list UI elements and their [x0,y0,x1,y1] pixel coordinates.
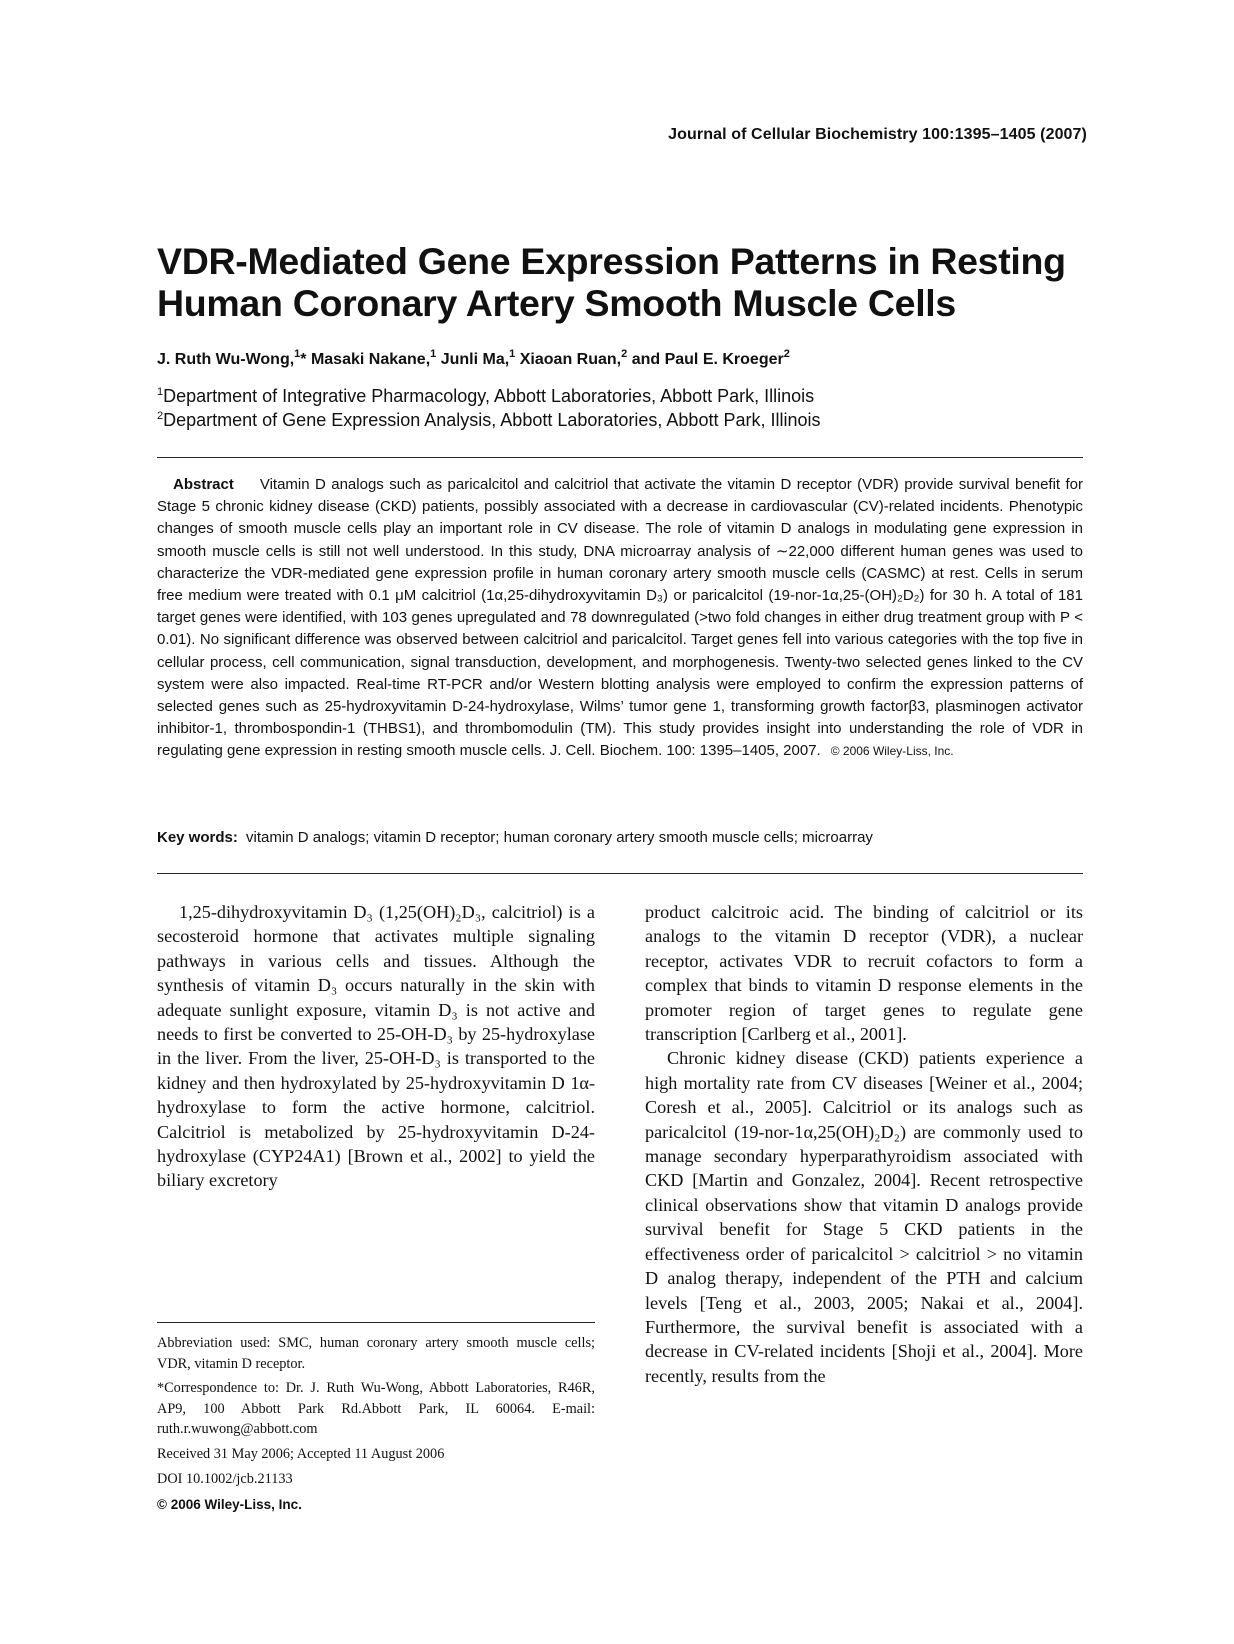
affiliation-2 [157,410,821,431]
abstract [157,474,1083,763]
author-name: Masaki Nakane, [310,351,431,368]
affiliation-text: Department of Integrative Pharmacology, Abbott Laboratories, Abbott Park, Illinois [163,386,815,406]
footnote-divider [157,1322,595,1323]
body-column-right [645,900,1083,1388]
author-name: and Paul E. Kroeger [631,351,784,368]
affiliation-mark: 2 [157,410,164,422]
affiliation-1 [157,386,814,407]
author-affiliation-mark: 1 [509,348,516,360]
author-affiliation-mark: 1 [430,348,437,360]
author-affiliation-mark: 1 [294,348,301,360]
footnote-copyright: © 2006 Wiley-Liss, Inc. [157,1497,302,1513]
abstract-label: Abstract [173,476,234,493]
article-title-line-2: Human Coronary Artery Smooth Muscle Cells [157,282,956,324]
body-paragraph: product calcitroic acid. The binding of calcitriol or its analogs to the vitamin D receptor (VDR), a nuclear receptor, activates VDR to recruit cofactors to form a complex that binds to vitamin D response elements in the promoter region of target genes to regulate gene transcription [Carlberg et al., 2001]. [645,902,1083,1045]
author-suffix: * [300,351,311,368]
footnote-correspondence: *Correspondence to: Dr. J. Ruth Wu-Wong, Abbott Laboratories, R46R, AP9, 100 Abbott Park Rd.Abbott Park, IL 60064. E-mail: ruth.r.wuwong@abbott.com [157,1380,595,1438]
author-name: Junli Ma, [440,351,510,368]
author-affiliation-mark: 2 [621,348,628,360]
article-title-line-1: VDR-Mediated Gene Expression Patterns in Resting [157,240,1066,282]
divider-top [157,457,1083,458]
affiliation-mark: 1 [157,386,164,398]
abstract-text: Vitamin D analogs such as paricalcitol and calcitriol that activate the vitamin D receptor (VDR) provide survival benefit for Stage 5 chronic kidney disease (CKD) patients, possibly associated with a decrease in cardiovascular (CV)-related incidents. Phenotypic changes of smooth muscle cells play an important role in CV disease. The role of vitamin D analogs in modulating gene expression in smooth muscle cells is still not well understood. In this study, DNA microarray analysis of ∼22,000 different human genes was used to characterize the VDR-mediated gene expression profile in human coronary artery smooth muscle cells (CASMC) at rest. Cells in serum free medium were treated with 0.1 μM calcitriol (1α,25-dihydroxyvitamin D₃) or paricalcitol (19-nor-1α,25-(OH)₂D₂) for 30 h. A total of 181 target genes were identified, with 103 genes upregulated and 78 downregulated (>two fold changes in either drug treatment group with P < 0.01). No significant difference was observed between calcitriol and paricalcitol. Target genes fell into various categories with the top five in cellular process, cell communication, signal transduction, development, and morphogenesis. Twenty-two selected genes linked to the CV system were also impacted. Real-time RT-PCR and/or Western blotting analysis were employed to confirm the expression patterns of selected genes such as 25-hydroxyvitamin D-24-hydroxylase, Wilms’ tumor gene 1, transforming growth factorβ3, plasminogen activator inhibitor-1, thrombospondin-1 (THBS1), and thrombomodulin (TM). This study provides insight into understanding the role of VDR in regulating gene expression in resting smooth muscle cells. J. Cell. Biochem. 100: 1395–1405, 2007. [157,476,1083,760]
author-list [157,348,790,369]
footnotes [157,1333,595,1520]
footnote-abbreviations: Abbreviation used: SMC, human coronary artery smooth muscle cells; VDR, vitamin D receptor. [157,1335,595,1372]
journal-citation: Journal of Cellular Biochemistry 100:1395–1405 (2007) [668,126,1087,143]
footnote-doi: DOI 10.1002/jcb.21133 [157,1470,293,1487]
keywords-text: vitamin D analogs; vitamin D receptor; human coronary artery smooth muscle cells; microarray [246,829,873,846]
body-paragraph: Chronic kidney disease (CKD) patients experience a high mortality rate from CV diseases [Weiner et al., 2004; Coresh et al., 2005]. Calcitriol or its analogs such as paricalcitol (19-nor-1α,25(OH)₂D₂) are commonly used to manage secondary hyperparathyroidism associated with CKD [Martin and Gonzalez, 2004]. Recent retrospective clinical observations show that vitamin D analogs provide survival benefit for Stage 5 CKD patients in the effectiveness order of paricalcitol > calcitriol > no vitamin D analog therapy, independent of the PTH and calcium levels [Teng et al., 2003, 2005; Nakai et al., 2004]. Furthermore, the survival benefit is associated with a decrease in CV-related incidents [Shoji et al., 2004]. More recently, results from the [645,1048,1083,1386]
affiliation-text: Department of Gene Expression Analysis, Abbott Laboratories, Abbott Park, Illinois [163,410,821,430]
keywords [157,829,873,846]
author-affiliation-mark: 2 [783,348,790,360]
footnote-received: Received 31 May 2006; Accepted 11 August 2006 [157,1445,445,1462]
keywords-label: Key words: [157,829,238,846]
article-title [157,240,1097,324]
author-name: J. Ruth Wu-Wong, [157,351,295,368]
body-column-left [157,900,595,1193]
abstract-copyright: © 2006 Wiley-Liss, Inc. [830,744,954,759]
body-paragraph: 1,25-dihydroxyvitamin D₃ (1,25(OH)₂D₃, calcitriol) is a secosteroid hormone that activates multiple signaling pathways in various cells and tissues. Although the synthesis of vitamin D₃ occurs naturally in the skin with adequate sunlight exposure, vitamin D₃ is not active and needs to first be converted to 25-OH-D₃ by 25-hydroxylase in the liver. From the liver, 25-OH-D₃ is transported to the kidney and then hydroxylated by 25-hydroxyvitamin D 1α-hydroxylase to form the active hormone, calcitriol. Calcitriol is metabolized by 25-hydroxyvitamin D-24-hydroxylase (CYP24A1) [Brown et al., 2002] to yield the biliary excretory [157,902,595,1191]
divider-bottom [157,873,1083,874]
author-name: Xiaoan Ruan, [519,351,622,368]
